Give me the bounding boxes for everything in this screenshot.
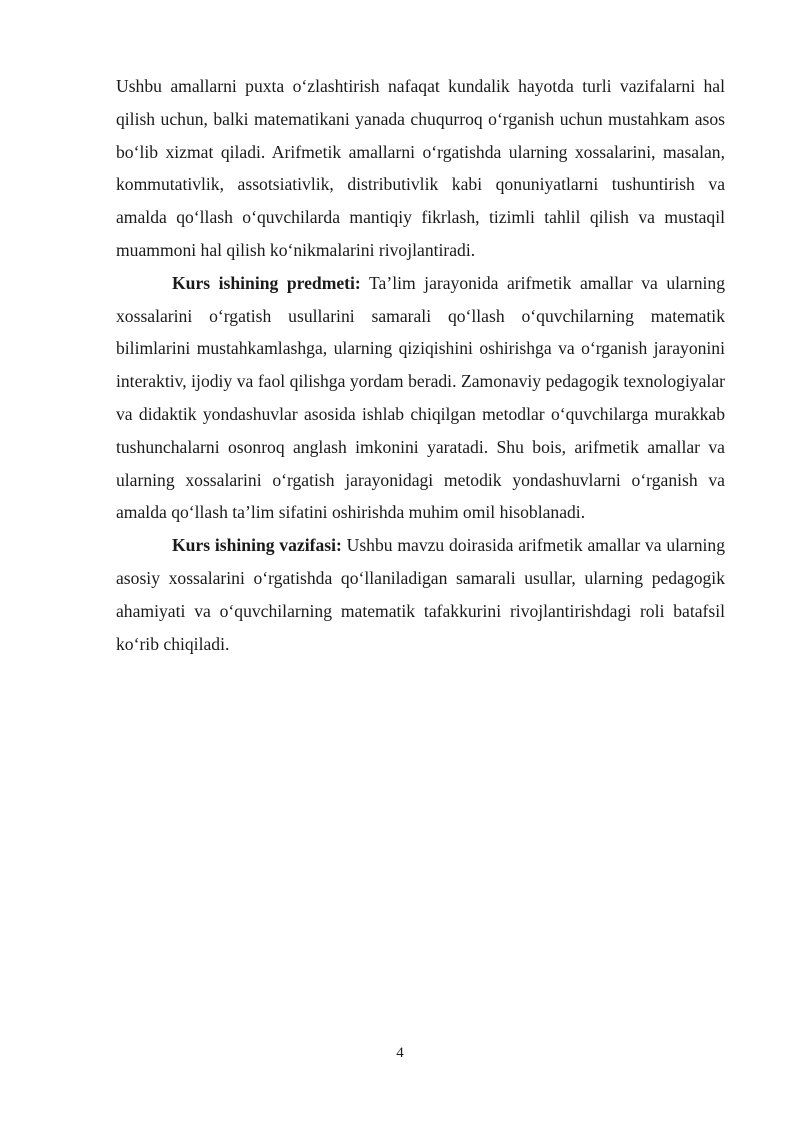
paragraph-tasks-text: Ushbu mavzu doirasida arifmetik amallar va ularning asosiy xossalarini o‘rgatishda qo‘llaniladigan samarali usullar, ularning pedagogik ahamiyati va o‘quvchilarning matematik tafakkurini rivojlantirishdagi roli batafsil ko‘rib chiqiladi.: [116, 535, 725, 654]
paragraph-tasks-heading: Kurs ishining vazifasi:: [172, 535, 342, 556]
page-number: 4: [396, 1045, 404, 1061]
paragraph-subject-text: Ta’lim jarayonida arifmetik amallar va ularning xossalarini o‘rgatish usullarini samarali qo‘llash o‘quvchilarning matematik bilimlarini mustahkamlashga, ularning qiziqishini oshirishga va o‘rganish jarayonini interaktiv, ijodiy va faol qilishga yordam beradi. Zamonaviy pedagogik texnologiyalar va didaktik yondashuvlar asosida ishlab chiqilgan metodlar o‘quvchilarga murakkab tushunchalarni osonroq anglash imkonini yaratadi. Shu bois, arifmetik amallar va ularning xossalarini o‘rgatish jarayonidagi metodik yondashuvlarni o‘rganish va amalda qo‘llash ta’lim sifatini oshirishda muhim omil hisoblanadi.: [116, 272, 726, 523]
paragraph-intro: [116, 70, 725, 267]
paragraph-subject-heading: Kurs ishining predmeti:: [172, 272, 361, 293]
paragraph-tasks: [116, 529, 725, 660]
document-body: [116, 70, 725, 660]
paragraph-subject: [116, 267, 725, 529]
paragraph-intro-text: Ushbu amallarni puxta o‘zlashtirish nafaqat kundalik hayotda turli vazifalarni hal qilish uchun, balki matematikani yanada chuqurroq o‘rganish uchun mustahkam asos bo‘lib xizmat qiladi. Arifmetik amallarni o‘rgatishda ularning xossalarini, masalan, kommutativlik, assotsiativlik, distributivlik kabi qonuniyatlarni tushuntirish va amalda qo‘llash o‘quvchilarda mantiqiy fikrlash, tizimli tahlil qilish va mustaqil muammoni hal qilish ko‘nikmalarini rivojlantiradi.: [116, 76, 725, 260]
